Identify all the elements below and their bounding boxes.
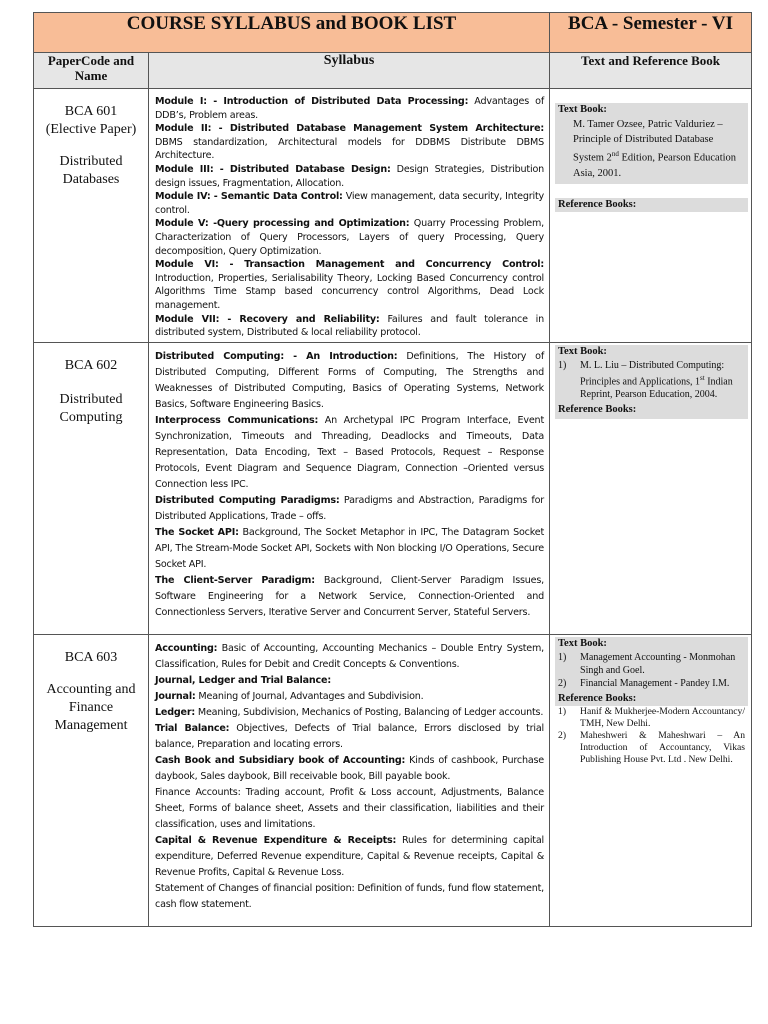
module-title: Module II: - Distributed Database Management System Architecture: (155, 123, 545, 135)
paper-cell (34, 342, 149, 634)
module-text: Background, The Socket Metaphor in IPC, The Datagram Socket API, The Stream-Mode Socket API, Sockets with Non blocking I/O Operations, Secure Socket API. (155, 526, 545, 570)
module-item (155, 190, 544, 217)
module-item (155, 122, 544, 163)
syllabus-table (33, 12, 752, 927)
paper-row-bca-602 (34, 342, 752, 634)
text-book-label: Text Book: (555, 345, 748, 359)
list-item: 1) Management Accounting - Monmohan Singh and Goel. (558, 651, 736, 676)
module-item (155, 721, 544, 753)
module-item (155, 753, 544, 785)
module-item (155, 163, 544, 190)
module-title: Module VII: - Recovery and Reliability: (155, 313, 380, 325)
text-book-entry: M. Tamer Ozsee, Patric Valduriez – Principle of Distributed Database System 2nd Edition, Pearson Education Asia, 2001. (555, 117, 748, 184)
module-text: Statement of Changes of financial position: Definition of funds, fund flow statement, cash flow statement. (155, 882, 545, 910)
module-title: Module III: - Distributed Database Design: (155, 163, 391, 175)
module-text: View management, data security, Integrity control. (155, 191, 545, 216)
list-item: 1) Hanif & Mukherjee-Modern Accountancy/ TMH, New Delhi. (558, 705, 746, 729)
column-header-paper: PaperCode and Name (34, 53, 149, 89)
module-text: Definitions, The History of Distributed Computing, Different Forms of Computing, The Strengths and Weaknesses of Distributed Computing, Basics of Operating Systems, Network Basics, Software Engineering Basics. (155, 350, 545, 410)
module-title: Module VI: - Transaction Management and Concurrency Control: (155, 259, 545, 271)
module-item (155, 349, 544, 413)
module-text: Background, Client-Server Paradigm Issues, Software Engineering for a Network Service, Connection-Oriented and Connectionless Servers, Iterative Server and Concurrent Server, Stateful Servers. (155, 574, 545, 618)
module-title: Module IV: - Semantic Data Control: (155, 191, 343, 203)
paper-note: (Elective Paper) (45, 122, 137, 137)
text-book-list (555, 359, 748, 403)
module-text: Failures and fault tolerance in distributed system, Distributed & local reliability protocol. (155, 313, 545, 339)
module-item (155, 881, 544, 913)
column-header-books: Text and Reference Book (550, 53, 752, 89)
reference-books-label: Reference Books: (555, 692, 748, 706)
module-item (155, 95, 544, 122)
module-text: An Archetypal IPC Program Interface, Event Synchronization, Timeouts and Threading, Deadlocks and Timeouts, Data Representation, Data Encoding, Text – Based Protocols, Request – Response Protocols, Event Diagram and Sequence Diagram, Connection –Oriented versus Connection less IPC. (155, 414, 545, 490)
module-title: Module I: - Introduction of Distributed Data Processing: (155, 96, 469, 107)
module-item (155, 525, 544, 573)
paper-cell (34, 89, 149, 343)
module-item (155, 673, 544, 689)
syllabus-cell (149, 342, 550, 634)
paper-name: Distributed Databases (59, 154, 123, 187)
title-row (34, 13, 752, 53)
module-text: Basic of Accounting, Accounting Mechanics – Double Entry System, Classification, Rules for Debit and Credit Concepts & Conventions. (155, 642, 545, 670)
module-title: Trial Balance: (155, 722, 230, 734)
syllabus-cell (149, 89, 550, 343)
module-text: Finance Accounts: Trading account, Profit & Loss account, Adjustments, Balance Sheet, Forms of balance sheet, Assets and their classification, liabilities and their classification, uses and limitations. (155, 786, 545, 830)
column-header-row (34, 53, 752, 89)
module-title: Distributed Computing: - An Introduction: (155, 350, 398, 362)
paper-code: BCA 603 (64, 649, 118, 665)
module-item (155, 413, 544, 493)
module-title: The Socket API: (155, 526, 239, 538)
module-text: Introduction, Properties, Serialisability Theory, Locking Based Concurrency control Algorithms Time Stamp based concurrency control Algorithms, Dead Lock management. (155, 272, 545, 311)
module-title: The Client-Server Paradigm: (155, 574, 315, 586)
semester-label: BCA - Semester - VI (550, 13, 752, 53)
module-text: Design Strategies, Distribution design issues, Fragmentation, Allocation. (155, 163, 545, 189)
module-title: Distributed Computing Paradigms: (155, 494, 340, 506)
books-cell (550, 342, 752, 634)
list-item: 1) M. L. Liu – Distributed Computing: Principles and Applications, 1st Indian Reprint, Pearson Education, 2004. (558, 359, 733, 401)
paper-row-bca-601 (34, 89, 752, 343)
books-box (555, 637, 748, 706)
text-book-label: Text Book: (555, 637, 748, 651)
paper-code: BCA 601 (64, 104, 118, 119)
reference-books-label: Reference Books: (555, 198, 748, 212)
module-item (155, 785, 544, 833)
module-item (155, 641, 544, 673)
module-title: Accounting: (155, 642, 218, 654)
module-text: Quarry Processing Problem, Characterization of Query Processors, Layers of query Processing, Query decomposition, Query Optimization. (155, 218, 545, 257)
books-box (555, 345, 748, 419)
module-title: Module V: -Query processing and Optimization: (155, 218, 410, 230)
module-title: Journal: (155, 690, 196, 702)
module-item (155, 833, 544, 881)
module-item (155, 313, 544, 340)
paper-cell (34, 634, 149, 926)
module-text: Meaning of Journal, Advantages and Subdivision. (195, 690, 424, 702)
module-text: Kinds of cashbook, Purchase daybook, Sales daybook, Bill receivable book, Bill payable book. (155, 754, 545, 782)
module-text: Advantages of DDB’s, Problem areas. (155, 96, 544, 121)
module-title: Capital & Revenue Expenditure & Receipts: (155, 834, 397, 846)
module-item (155, 493, 544, 525)
list-item: 2) Financial Management - Pandey I.M. (558, 677, 730, 689)
list-item: 2) Maheshweri & Maheshwari – An Introduction of Accountancy, Vikas Publishing House Pvt. Ltd . New Delhi. (558, 729, 746, 765)
module-item (155, 689, 544, 705)
paper-row-bca-603 (34, 634, 752, 926)
module-item (155, 573, 544, 621)
text-book-label: Text Book: (555, 103, 748, 117)
module-text: Rules for determining capital expenditure, Deferred Revenue expenditure, Capital & Revenue receipts, Capital & Revenue Profits, Capital & Revenue Loss. (155, 834, 545, 878)
books-cell (550, 89, 752, 343)
module-item (155, 705, 544, 721)
module-item (155, 258, 544, 312)
module-text: Meaning, Subdivision, Mechanics of Posting, Balancing of Ledger accounts. (195, 706, 544, 718)
module-text: Objectives, Defects of Trial balance, Errors disclosed by trial balance, Preparation and locating errors. (155, 722, 544, 750)
books-cell (550, 634, 752, 926)
reference-books-label: Reference Books: (555, 403, 748, 419)
module-text: DBMS standardization, Architectural models for DDBMS Distribute DBMS Architecture. (155, 136, 545, 162)
module-title: Interprocess Communications: (155, 414, 319, 426)
paper-code: BCA 602 (64, 357, 118, 373)
paper-name: Accounting and Finance Management (46, 681, 136, 733)
paper-name: Distributed Computing (59, 391, 123, 425)
module-title: Journal, Ledger and Trial Balance: (155, 674, 331, 686)
module-item (155, 217, 544, 258)
reference-book-list (555, 706, 748, 768)
text-book-list (555, 651, 748, 692)
module-title: Ledger: (155, 706, 196, 718)
module-text: Paradigms and Abstraction, Paradigms for Distributed Applications, Trade – offs. (155, 494, 545, 522)
column-header-syllabus: Syllabus (149, 53, 550, 89)
syllabus-cell (149, 634, 550, 926)
module-title: Cash Book and Subsidiary book of Accounting: (155, 754, 406, 766)
document-title: COURSE SYLLABUS and BOOK LIST (34, 13, 550, 53)
